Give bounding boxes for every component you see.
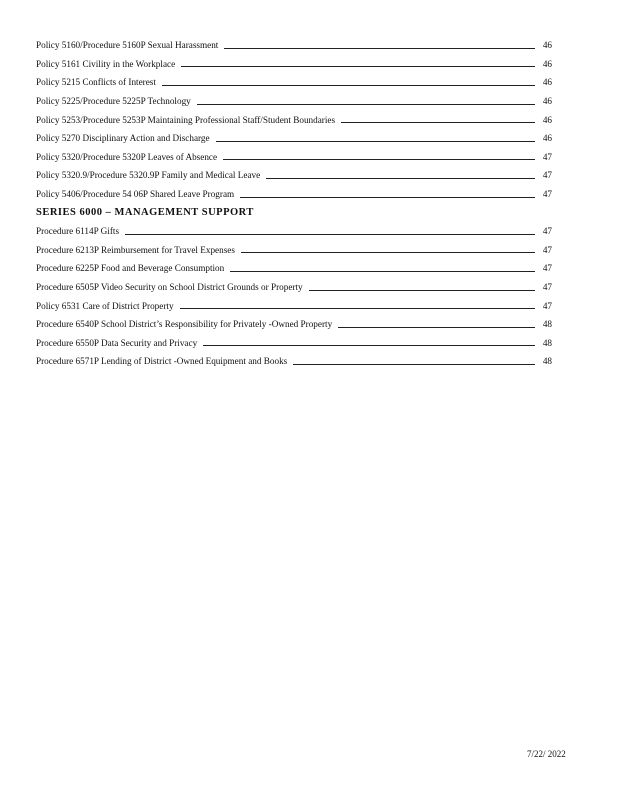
toc-entry-page: 48 [539,319,552,329]
dot-leader [338,327,535,328]
toc-entry-page: 47 [539,263,552,273]
toc-entry[interactable] [36,166,552,185]
toc-entry-title: Procedure 6225P Food and Beverage Consumption [36,263,228,273]
dot-leader [309,290,535,291]
toc-entry-page: 47 [539,152,552,162]
toc-entry[interactable] [36,222,552,241]
toc-entry-page: 47 [539,226,552,236]
toc-entry[interactable] [36,334,552,353]
dot-leader [293,364,535,365]
toc-entry-title: Procedure 6571P Lending of District -Owned Equipment and Books [36,356,291,366]
dot-leader [266,178,535,179]
toc-entry[interactable] [36,315,552,334]
toc-entry-title: Policy 5320/Procedure 5320P Leaves of Absence [36,152,221,162]
toc-entry-title: Policy 5406/Procedure 54 06P Shared Leave Program [36,189,238,199]
toc-entry-title: Policy 5161 Civility in the Workplace [36,59,179,69]
toc-entry-page: 47 [539,301,552,311]
toc-entry-page: 47 [539,189,552,199]
toc-entry[interactable] [36,241,552,260]
toc-entry-page: 48 [539,338,552,348]
series-heading: SERIES 6000 – MANAGEMENT SUPPORT [36,207,254,219]
toc-entry-title: Procedure 6540P School District’s Responsibility for Privately -Owned Property [36,319,336,329]
dot-leader [216,141,535,142]
dot-leader [162,85,535,86]
dot-leader [224,48,535,49]
toc-entry-title: Procedure 6505P Video Security on School District Grounds or Property [36,282,307,292]
toc-entry-page: 46 [539,40,552,50]
toc-entry-title: Policy 5160/Procedure 5160P Sexual Harassment [36,40,222,50]
toc-entry-title: Policy 5225/Procedure 5225P Technology [36,96,195,106]
toc-entry[interactable] [36,129,552,148]
toc-entry-page: 46 [539,77,552,87]
toc-entry-page: 47 [539,170,552,180]
toc-entry[interactable] [36,36,552,55]
toc-entry-page: 46 [539,96,552,106]
toc-entry-page: 47 [539,282,552,292]
dot-leader [181,66,535,67]
toc-entry[interactable] [36,185,552,204]
toc-entry-title: Policy 5253/Procedure 5253P Maintaining Professional Staff/Student Boundaries [36,115,339,125]
toc-entry-page: 47 [539,245,552,255]
dot-leader [197,104,535,105]
toc-entry[interactable] [36,110,552,129]
dot-leader [125,234,535,235]
toc-entry-page: 48 [539,356,552,366]
footer-date: 7/22/ 2022 [527,749,566,759]
toc-entry-title: Procedure 6213P Reimbursement for Travel Expenses [36,245,239,255]
dot-leader [341,122,535,123]
toc-entry[interactable] [36,55,552,74]
toc-entry[interactable] [36,73,552,92]
dot-leader [240,197,535,198]
toc-entry[interactable] [36,296,552,315]
toc-entry[interactable] [36,278,552,297]
toc-entry-title: Policy 5270 Disciplinary Action and Discharge [36,133,214,143]
toc-entry-title: Policy 5320.9/Procedure 5320.9P Family and Medical Leave [36,170,264,180]
toc-entry[interactable] [36,259,552,278]
dot-leader [230,271,535,272]
table-of-contents [36,36,552,371]
toc-entry[interactable] [36,92,552,111]
dot-leader [223,159,535,160]
toc-entry[interactable] [36,352,552,371]
toc-entry-page: 46 [539,115,552,125]
toc-entry-page: 46 [539,59,552,69]
toc-entry[interactable] [36,148,552,167]
toc-entry-title: Procedure 6114P Gifts [36,226,123,236]
toc-entry-title: Procedure 6550P Data Security and Privacy [36,338,201,348]
dot-leader [180,308,535,309]
toc-entry-title: Policy 5215 Conflicts of Interest [36,77,160,87]
toc-entry-page: 46 [539,133,552,143]
toc-entry-title: Policy 6531 Care of District Property [36,301,178,311]
dot-leader [241,252,535,253]
dot-leader [203,345,535,346]
